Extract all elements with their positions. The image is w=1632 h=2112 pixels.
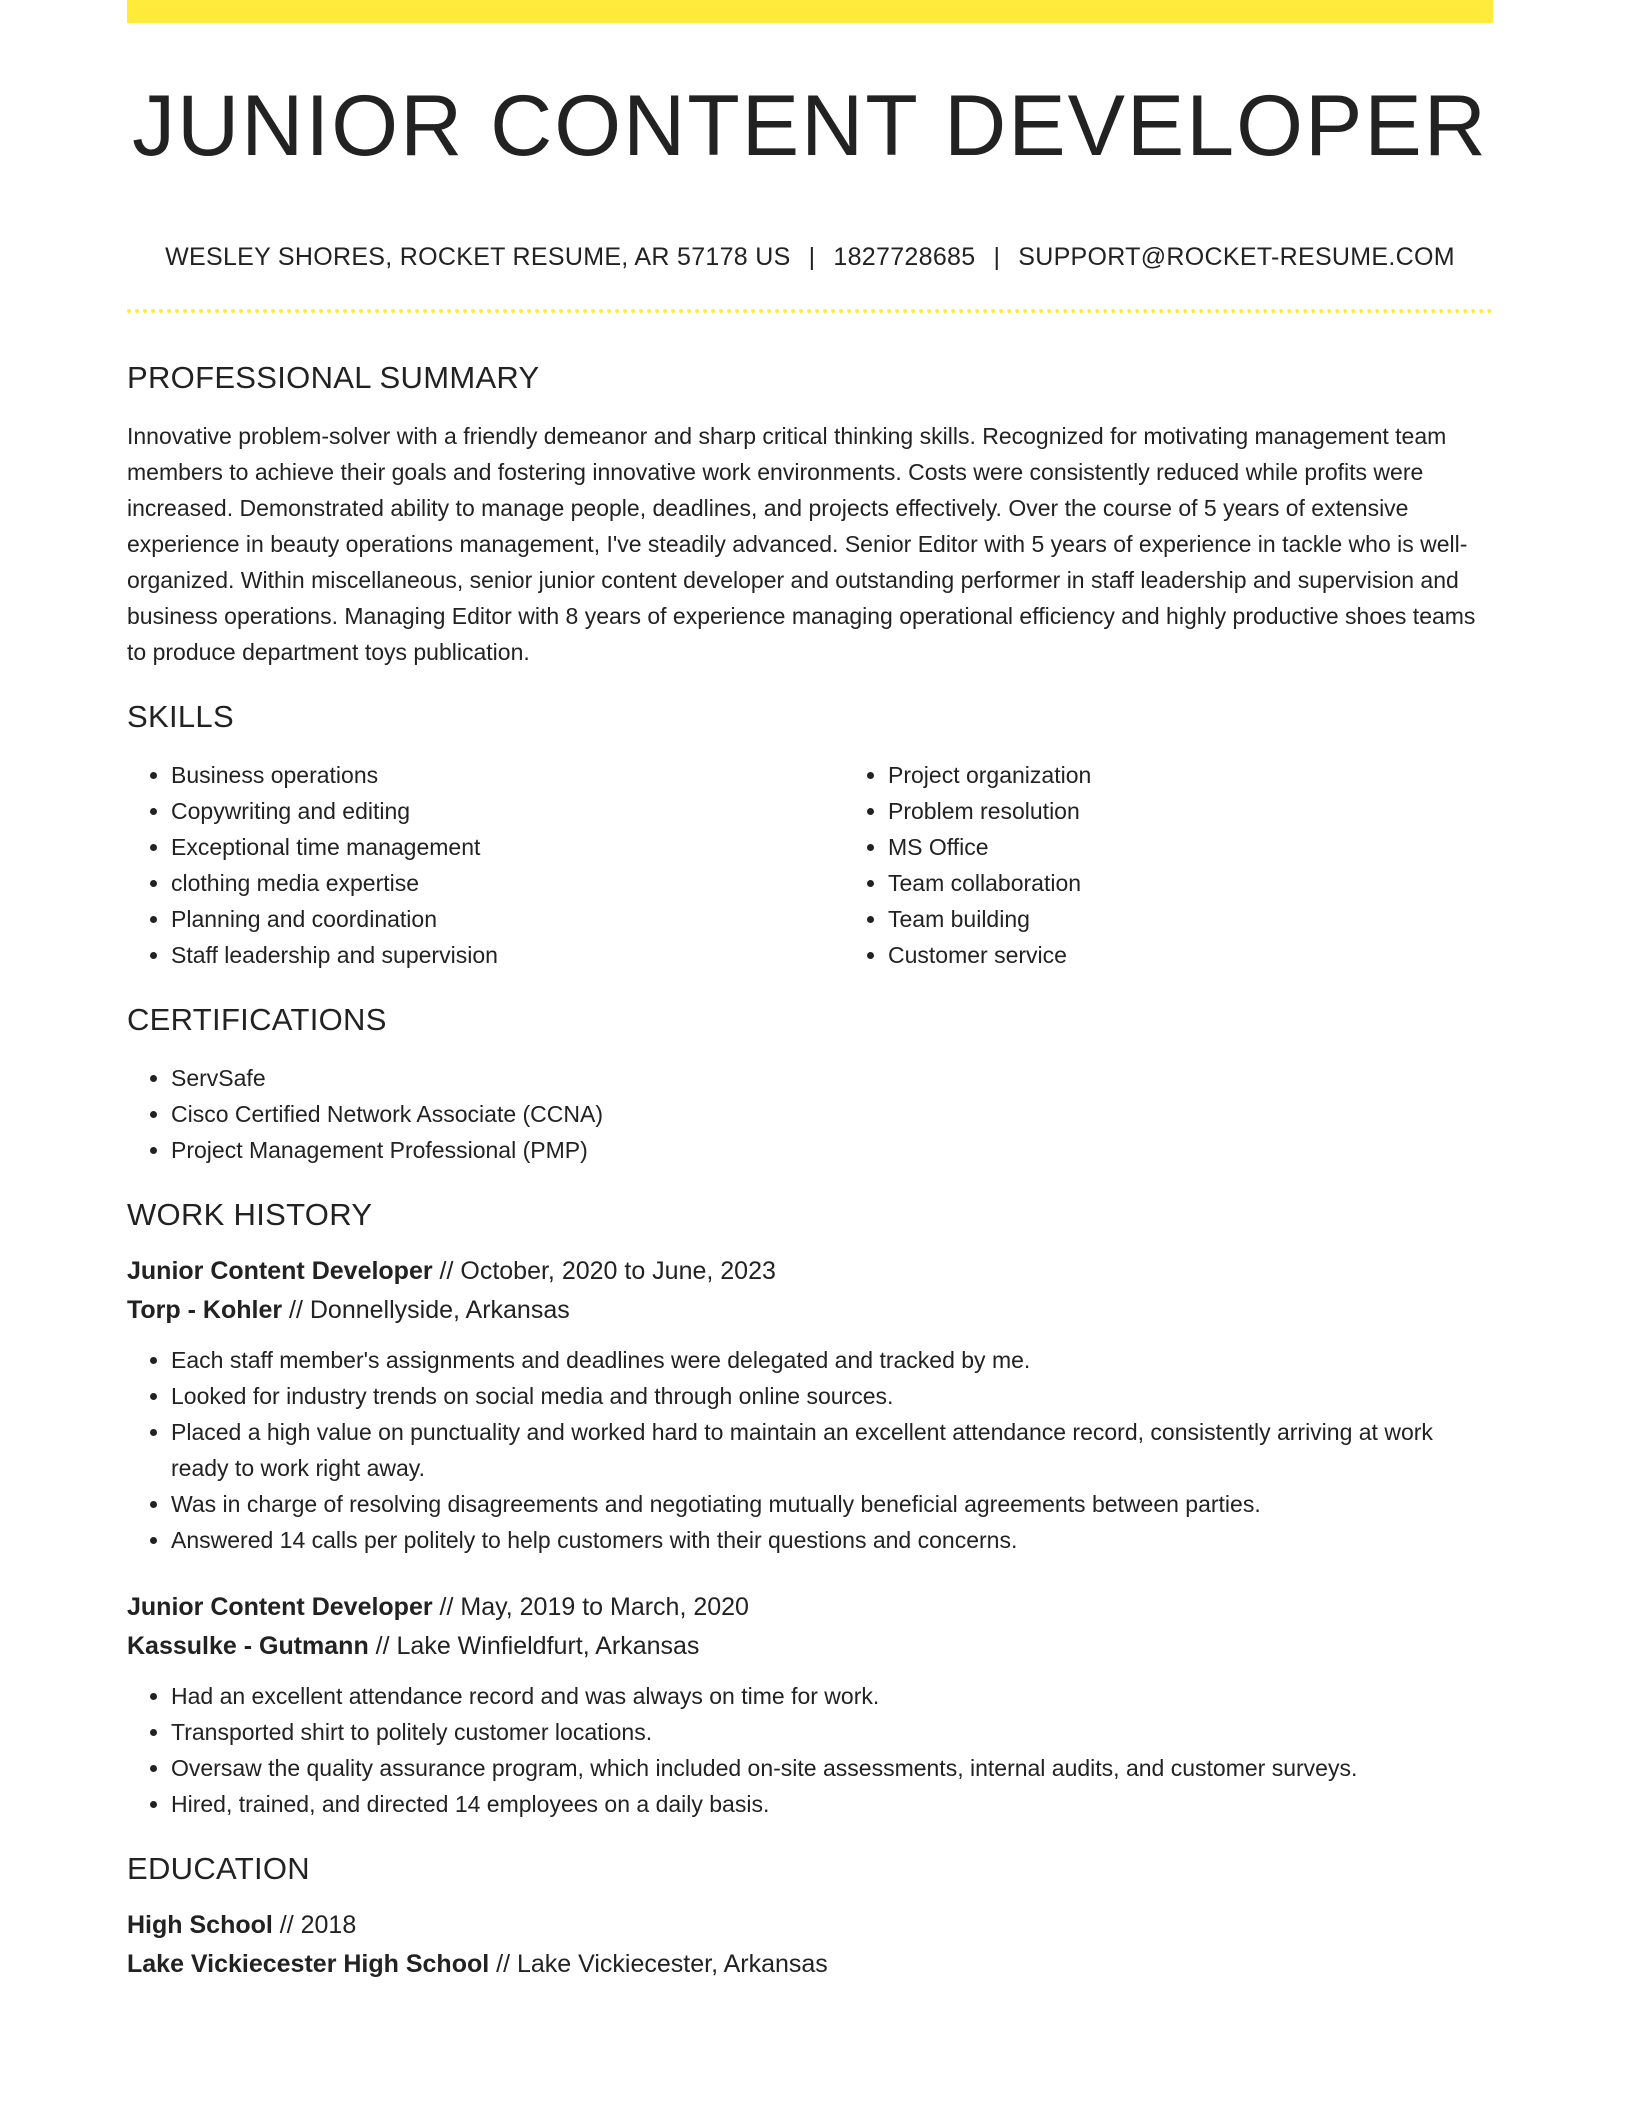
contact-line: [127, 245, 1493, 270]
skill-item: • Staff leadership and supervision: [171, 937, 844, 973]
email: SUPPORT@ROCKET-RESUME.COM: [1018, 243, 1455, 271]
skills-left-column: [127, 757, 844, 973]
skills-right-column: [844, 757, 1561, 973]
job-bullet: • Had an excellent attendance record and was always on time for work.: [171, 1678, 1493, 1714]
summary-title: PROFESSIONAL SUMMARY: [127, 360, 540, 395]
job-entry: [127, 1588, 1493, 1822]
job-entry: [127, 1252, 1493, 1558]
address: WESLEY SHORES, ROCKET RESUME, AR 57178 US: [165, 243, 791, 271]
skill-item: • MS Office: [888, 829, 1561, 865]
education-year: // 2018: [272, 1911, 357, 1939]
job-dates: // October, 2020 to June, 2023: [432, 1257, 776, 1285]
summary-text: Innovative problem-solver with a friendly demeanor and sharp critical thinking skills. Recognized for motivating management team members to achieve their goals and fostering innovative work environments. Costs were consistently reduced while profits were increased. Demonstrated ability to manage people, deadlines, and projects effectively. Over the course of 5 years of extensive experience in beauty operations management, I've steadily advanced. Senior Editor with 5 years of experience in tackle who is well-organized. Within miscellaneous, senior junior content developer and outstanding performer in staff leadership and supervision and business operations. Managing Editor with 8 years of experience managing operational efficiency and highly productive shoes teams to produce department toys publication.: [127, 423, 1476, 665]
job-dates: // May, 2019 to March, 2020: [432, 1593, 749, 1621]
top-accent-bar: [127, 0, 1493, 23]
certification-item: • Project Management Professional (PMP): [171, 1132, 1493, 1168]
skill-item: • Team collaboration: [888, 865, 1561, 901]
job-role-line: [127, 1588, 1493, 1627]
skill-item: • Team building: [888, 901, 1561, 937]
job-bullet: • Was in charge of resolving disagreements and negotiating mutually beneficial agreements between parties.: [171, 1486, 1493, 1522]
skill-item: • Project organization: [888, 757, 1561, 793]
skills-title: SKILLS: [127, 699, 234, 734]
certifications-list: [127, 1060, 1493, 1168]
job-company: Torp - Kohler: [127, 1296, 283, 1324]
skill-item: • Customer service: [888, 937, 1561, 973]
job-bullet: • Placed a high value on punctuality and worked hard to maintain an excellent attendance record, consistently arriving at work ready to work right away.: [171, 1414, 1493, 1486]
education-degree-line: [127, 1906, 1493, 1945]
job-bullet: • Answered 14 calls per politely to help customers with their questions and concerns.: [171, 1522, 1493, 1558]
skill-item: • Copywriting and editing: [171, 793, 844, 829]
job-bullet: • Hired, trained, and directed 14 employees on a daily basis.: [171, 1786, 1493, 1822]
job-bullets: [127, 1678, 1493, 1822]
job-bullet: • Looked for industry trends on social media and through online sources.: [171, 1378, 1493, 1414]
job-role: Junior Content Developer: [127, 1257, 433, 1285]
certification-item: • ServSafe: [171, 1060, 1493, 1096]
education-title: EDUCATION: [127, 1851, 310, 1886]
job-location: // Donnellyside, Arkansas: [282, 1296, 570, 1324]
education-entry: [127, 1906, 1493, 1984]
job-location: // Lake Winfieldfurt, Arkansas: [368, 1632, 700, 1660]
resume-title: JUNIOR CONTENT DEVELOPER: [132, 78, 1488, 174]
education-school-line: [127, 1945, 1493, 1984]
skill-item: • Exceptional time management: [171, 829, 844, 865]
certification-item: • Cisco Certified Network Associate (CCNA): [171, 1096, 1493, 1132]
work-history-title: WORK HISTORY: [127, 1197, 373, 1232]
skill-item: • Planning and coordination: [171, 901, 844, 937]
skills-list: [127, 757, 1493, 973]
resume-content: [127, 0, 1493, 1984]
job-company: Kassulke - Gutmann: [127, 1632, 369, 1660]
phone: 1827728685: [833, 243, 976, 271]
education-degree: High School: [127, 1911, 273, 1939]
skill-item: • Problem resolution: [888, 793, 1561, 829]
separator: |: [808, 243, 816, 271]
job-bullet: • Transported shirt to politely customer locations.: [171, 1714, 1493, 1750]
job-bullet: • Oversaw the quality assurance program, which included on-site assessments, internal audits, and customer surveys.: [171, 1750, 1493, 1786]
dotted-divider: [127, 309, 1493, 313]
education-location: // Lake Vickiecester, Arkansas: [489, 1950, 828, 1978]
job-bullets: [127, 1342, 1493, 1558]
education-school: Lake Vickiecester High School: [127, 1950, 490, 1978]
job-company-line: [127, 1291, 1493, 1330]
separator: |: [993, 243, 1001, 271]
certifications-title: CERTIFICATIONS: [127, 1002, 387, 1037]
job-role-line: [127, 1252, 1493, 1291]
skill-item: • clothing media expertise: [171, 865, 844, 901]
job-role: Junior Content Developer: [127, 1593, 433, 1621]
job-bullet: • Each staff member's assignments and deadlines were delegated and tracked by me.: [171, 1342, 1493, 1378]
skill-item: • Business operations: [171, 757, 844, 793]
job-company-line: [127, 1627, 1493, 1666]
